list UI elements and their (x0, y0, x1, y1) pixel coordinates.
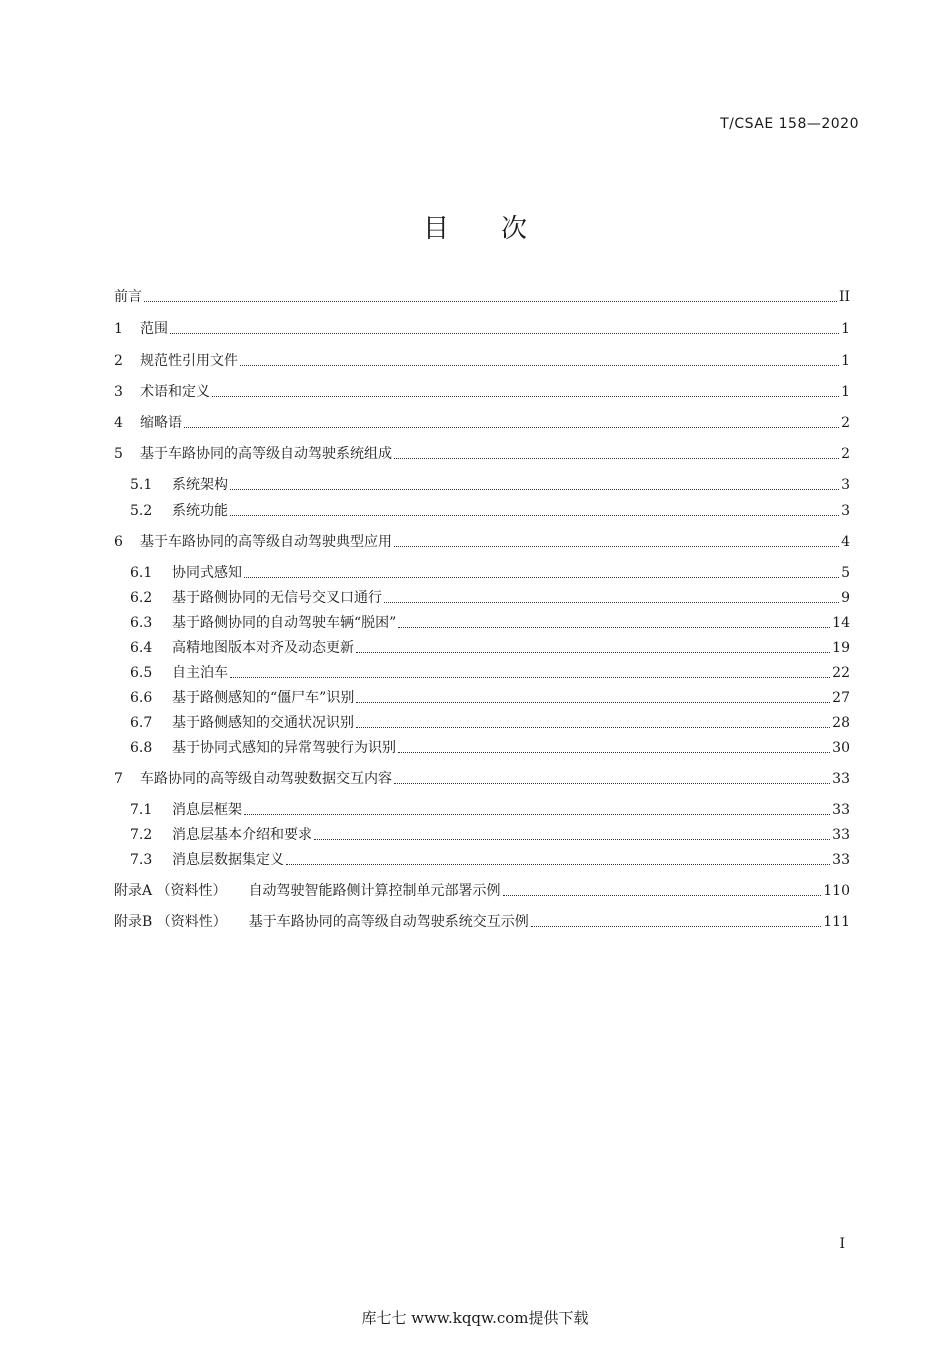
toc-entry-page: 14 (832, 615, 850, 631)
toc-entry-page: 33 (832, 771, 850, 787)
toc-entry-page: 4 (841, 534, 850, 550)
toc-entry-title: 系统架构 (172, 477, 228, 493)
toc-entry-title: 车路协同的高等级自动驾驶数据交互内容 (140, 771, 392, 787)
toc-entry[interactable] (130, 501, 850, 521)
toc-leader-dots (394, 545, 839, 547)
toc-leader-dots (212, 395, 839, 397)
page-number: I (839, 1236, 845, 1252)
toc-entry-number: 5.2 (130, 503, 153, 519)
toc-entry[interactable] (114, 351, 850, 371)
toc-entry-title: 缩略语 (140, 415, 182, 431)
toc-entry-number: 6 (114, 534, 123, 550)
toc-leader-dots (398, 751, 830, 753)
toc-entry-page: 33 (832, 852, 850, 868)
toc-entry[interactable] (114, 881, 850, 901)
toc-entry-title: 消息层基本介绍和要求 (172, 827, 312, 843)
toc-leader-dots (244, 813, 830, 815)
toc-entry-title: 基于车路协同的高等级自动驾驶系统交互示例 (248, 914, 529, 930)
toc-entry-title: 基于路侧感知的交通状况识别 (172, 715, 354, 731)
toc-entry-page: 1 (841, 353, 850, 369)
toc-entry-title: 基于路侧协同的自动驾驶车辆“脱困” (172, 615, 397, 631)
toc-leader-dots (230, 676, 830, 678)
toc-entry-page: 111 (823, 914, 850, 930)
toc-entry-title: 协同式感知 (172, 565, 242, 581)
toc-entry[interactable] (130, 713, 850, 733)
toc-leader-dots (230, 514, 839, 516)
toc-entry-page: 22 (832, 665, 850, 681)
toc-entry[interactable] (130, 800, 850, 820)
toc-entry-page: 27 (832, 690, 850, 706)
footer-watermark: 库七七 www.kqqw.com提供下载 (361, 1309, 589, 1327)
toc-entry-page: 3 (841, 503, 850, 519)
toc-leader-dots (503, 894, 822, 896)
toc-entry-page: 30 (832, 740, 850, 756)
toc-entry-number: 6.8 (130, 740, 153, 756)
toc-leader-dots (394, 782, 830, 784)
toc-entry-page: 19 (832, 640, 850, 656)
toc-entry-title: 基于路侧感知的“僵尸车”识别 (172, 690, 355, 706)
toc-leader-dots (384, 601, 839, 603)
toc-entry-page: 1 (841, 321, 850, 337)
toc-entry-number: 4 (114, 415, 123, 431)
toc-entry-page: 1 (841, 384, 850, 400)
toc-entry-page: 28 (832, 715, 850, 731)
toc-entry-page: 33 (832, 802, 850, 818)
toc-entry-number: 7 (114, 771, 123, 787)
toc-entry-page: II (838, 289, 850, 305)
toc-leader-dots (314, 838, 830, 840)
toc-leader-dots (170, 332, 839, 334)
toc-entry-title: 自主泊车 (172, 665, 228, 681)
toc-entry[interactable] (130, 688, 850, 708)
toc-entry-number: 7.2 (130, 827, 153, 843)
toc-entry-title: 自动驾驶智能路侧计算控制单元部署示例 (248, 883, 501, 899)
toc-entry-title: 规范性引用文件 (140, 353, 238, 369)
toc-entry-number: 6.2 (130, 590, 153, 606)
toc-entry-page: 2 (841, 415, 850, 431)
toc-leader-dots (184, 426, 839, 428)
toc-entry[interactable] (130, 825, 850, 845)
toc-entry-number: 6.4 (130, 640, 153, 656)
toc-entry[interactable] (114, 769, 850, 789)
toc-entry[interactable] (130, 850, 850, 870)
toc-leader-dots (240, 364, 839, 366)
toc-entry[interactable] (130, 738, 850, 758)
toc-entry[interactable] (130, 588, 850, 608)
toc-entry-title: 消息层数据集定义 (172, 852, 284, 868)
toc-entry-number: 2 (114, 353, 123, 369)
toc-entry-title: 系统功能 (172, 503, 228, 519)
toc-leader-dots (356, 726, 830, 728)
toc-entry-page: 3 (841, 477, 850, 493)
toc-entry[interactable] (114, 532, 850, 552)
toc-entry-title: 消息层框架 (172, 802, 242, 818)
toc-entry[interactable] (130, 663, 850, 683)
toc-entry-number: 附录B （资料性） (114, 914, 227, 930)
toc-entry[interactable] (130, 638, 850, 658)
toc-leader-dots (356, 651, 830, 653)
toc-entry-page: 33 (832, 827, 850, 843)
toc-entry-page: 9 (841, 590, 850, 606)
toc-entry[interactable] (114, 319, 850, 339)
toc-entry-number: 7.1 (130, 802, 153, 818)
toc-entry-number: 6.1 (130, 565, 153, 581)
toc-entry-number: 附录A （资料性） (114, 883, 227, 899)
toc-entry-title: 基于路侧协同的无信号交叉口通行 (172, 590, 382, 606)
toc-leader-dots (394, 457, 839, 459)
toc-entry-number: 7.3 (130, 852, 153, 868)
page-title: 目 次 (422, 214, 527, 244)
toc-leader-dots (144, 300, 837, 302)
toc-entry-number: 1 (114, 321, 123, 337)
toc-leader-dots (230, 488, 839, 490)
standard-code: T/CSAE 158—2020 (720, 116, 859, 132)
toc-entry-title: 高精地图版本对齐及动态更新 (172, 640, 354, 656)
toc-leader-dots (244, 576, 839, 578)
toc-entry-number: 5 (114, 446, 123, 462)
toc-leader-dots (398, 626, 830, 628)
toc-entry[interactable] (114, 413, 850, 433)
toc-entry-title: 基于协同式感知的异常驾驶行为识别 (172, 740, 396, 756)
toc-entry-number: 6.6 (130, 690, 153, 706)
toc-entry[interactable] (114, 912, 850, 932)
toc-entry[interactable] (130, 563, 850, 583)
toc-entry[interactable] (114, 444, 850, 464)
toc-entry-number: 5.1 (130, 477, 153, 493)
toc-entry-page: 110 (823, 883, 850, 899)
toc-entry-title: 基于车路协同的高等级自动驾驶典型应用 (140, 534, 392, 550)
toc-entry[interactable] (130, 613, 850, 633)
toc-leader-dots (356, 701, 830, 703)
toc-entry-number: 6.5 (130, 665, 153, 681)
toc-entry-number: 6.3 (130, 615, 153, 631)
toc-entry-number: 3 (114, 384, 123, 400)
toc-entry-page: 5 (841, 565, 850, 581)
toc-entry[interactable] (114, 287, 850, 307)
toc-entry-title: 基于车路协同的高等级自动驾驶系统组成 (140, 446, 392, 462)
toc-entry[interactable] (130, 475, 850, 495)
toc-entry-title: 术语和定义 (140, 384, 210, 400)
toc-entry-number: 6.7 (130, 715, 153, 731)
toc-entry-number: 前言 (114, 289, 142, 305)
toc-leader-dots (286, 863, 830, 865)
toc-entry-page: 2 (841, 446, 850, 462)
toc-leader-dots (531, 925, 822, 927)
toc-entry[interactable] (114, 382, 850, 402)
toc-entry-title: 范围 (140, 321, 168, 337)
